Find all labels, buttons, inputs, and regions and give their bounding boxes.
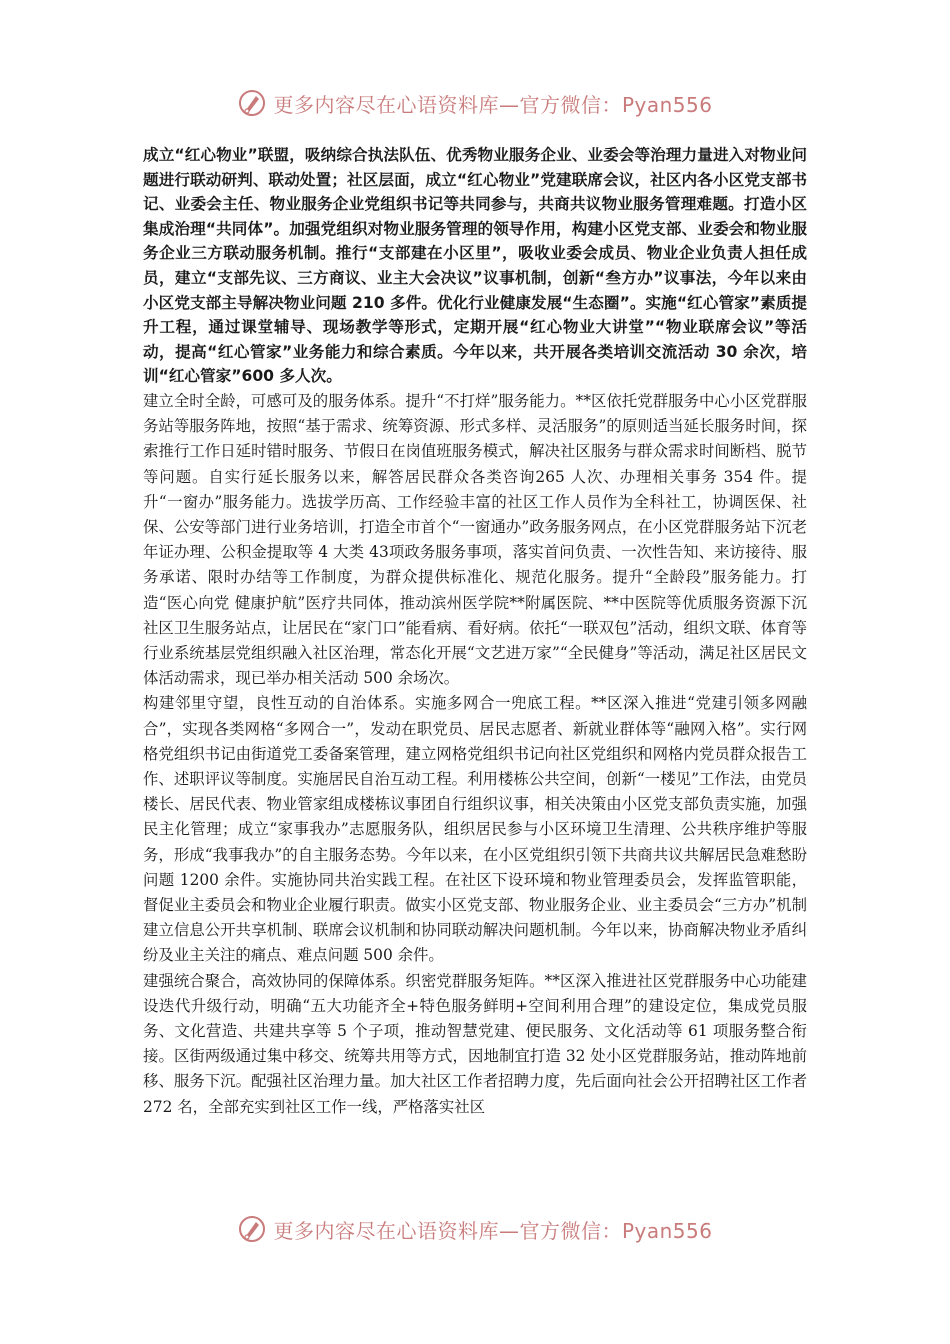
watermark-text: 更多内容尽在心语资料库—官方微信：Pyan556 [273, 92, 713, 117]
watermark-text: 更多内容尽在心语资料库—官方微信：Pyan556 [273, 1218, 713, 1243]
footer-watermark [0, 1207, 950, 1251]
paragraph-autonomy-system: 构建邻里守望，良性互动的自治体系。实施多网合一兜底工程。**区深入推进“党建引领多网融合”，实现各类网格“多网合一”，发动在职党员、居民志愿者、新就业群体等“融网入格”。实行网格党组织书记由街道党工委备案管理，建立网格党组织书记向社区党组织和网格内党员群众报告工作、述职评议等制度。实施居民自治互动工程。利用楼栋公共空间，创新“一楼见”工作法，由党员楼长、居民代表、物业管家组成楼栋议事团自行组织议事，相关决策由小区党支部负责实施，加强民主化管理；成立“家事我办”志愿服务队，组织居民参与小区环境卫生清理、公共秩序维护等服务，形成“我事我办”的自主服务态势。今年以来，在小区党组织引领下共商共议共解居民急难愁盼问题 1200 余件。实施协同共治实践工程。在社区下设环境和物业管理委员会，发挥监管职能，督促业主委员会和物业企业履行职责。做实小区党支部、物业服务企业、业主委员会“三方办”机制建立信息公开共享机制、联席会议机制和协同联动解决问题机制。今年以来，协商解决物业矛盾纠纷及业主关注的痛点、难点问题 500 余件。 [143, 694, 807, 965]
pen-nib-logo-icon [237, 88, 267, 118]
paragraph-guarantee-system: 建强统合聚合，高效协同的保障体系。织密党群服务矩阵。**区深入推进社区党群服务中心功能建设迭代升级行动，明确“五大功能齐全+特色服务鲜明+空间利用合理”的建设定位，集成党员服务、文化营造、共建共享等 5 个子项，推动智慧党建、便民服务、文化活动等 61 项服务整合衔接。区街两级通过集中移交、统筹共用等方式，因地制宜打造 32 处小区党群服务站，推动阵地前移、服务下沉。配强社区治理力量。加大社区工作者招聘力度，先后面向社会公开招聘社区工作者 272 名，全部充实到社区工作一线，严格落实社区 [143, 971, 807, 1116]
paragraph-red-heart-property: 成立“红心物业”联盟，吸纳综合执法队伍、优秀物业服务企业、业委会等治理力量进入对物业问题进行联动研判、联动处置；社区层面，成立“红心物业”党建联席会议，社区内各小区党支部书记、业委会主任、物业服务企业党组织书记等共同参与，共商共议物业服务管理难题。打造小区集成治理“共同体”。加强党组织对物业服务管理的领导作用，构建小区党支部、业委会和物业服务企业三方联动服务机制。推行“支部建在小区里”，吸收业委会成员、物业企业负责人担任成员，建立“支部先议、三方商议、业主大会决议”议事机制，创新“叁方办”议事法，今年以来由小区党支部主导解决物业问题 210 多件。优化行业健康发展“生态圈”。实施“红心管家”素质提升工程，通过课堂辅导、现场教学等形式，定期开展“红心物业大讲堂”“物业联席会议”等活动，提高“红心管家”业务能力和综合素质。今年以来，共开展各类培训交流活动 30 余次，培训“红心管家”600 多人次。 [143, 146, 807, 386]
pen-nib-logo-icon [237, 1214, 267, 1244]
document-body [143, 143, 807, 1120]
paragraph-service-system: 建立全时全龄，可感可及的服务体系。提升“不打烊”服务能力。**区依托党群服务中心小区党群服务站等服务阵地，按照“基于需求、统筹资源、形式多样、灵活服务”的原则适当延长服务时间，探索推行工作日延时错时服务、节假日在岗值班服务模式，解决社区服务与群众需求时间断档、脱节等问题。自实行延长服务以来，解答居民群众各类咨询265 人次、办理相关事务 354 件。提升“一窗办”服务能力。选拔学历高、工作经验丰富的社区工作人员作为全科社工，协调医保、社保、公安等部门进行业务培训，打造全市首个“一窗通办”政务服务网点，在小区党群服务站下沉老年证办理、公积金提取等 4 大类 43项政务服务事项，落实首问负责、一次性告知、来访接待、服务承诺、限时办结等工作制度，为群众提供标准化、规范化服务。提升“全龄段”服务能力。打造“医心向党 健康护航”医疗共同体，推动滨州医学院**附属医院、**中医院等优质服务资源下沉社区卫生服务站点，让居民在“家门口”能看病、看好病。依托“一联双包”活动，组织文联、体育等行业系统基层党组织融入社区治理，常态化开展“文艺进万家”“全民健身”等活动，满足社区居民文体活动需求，现已举办相关活动 500 余场次。 [143, 391, 807, 688]
header-watermark [0, 81, 950, 125]
